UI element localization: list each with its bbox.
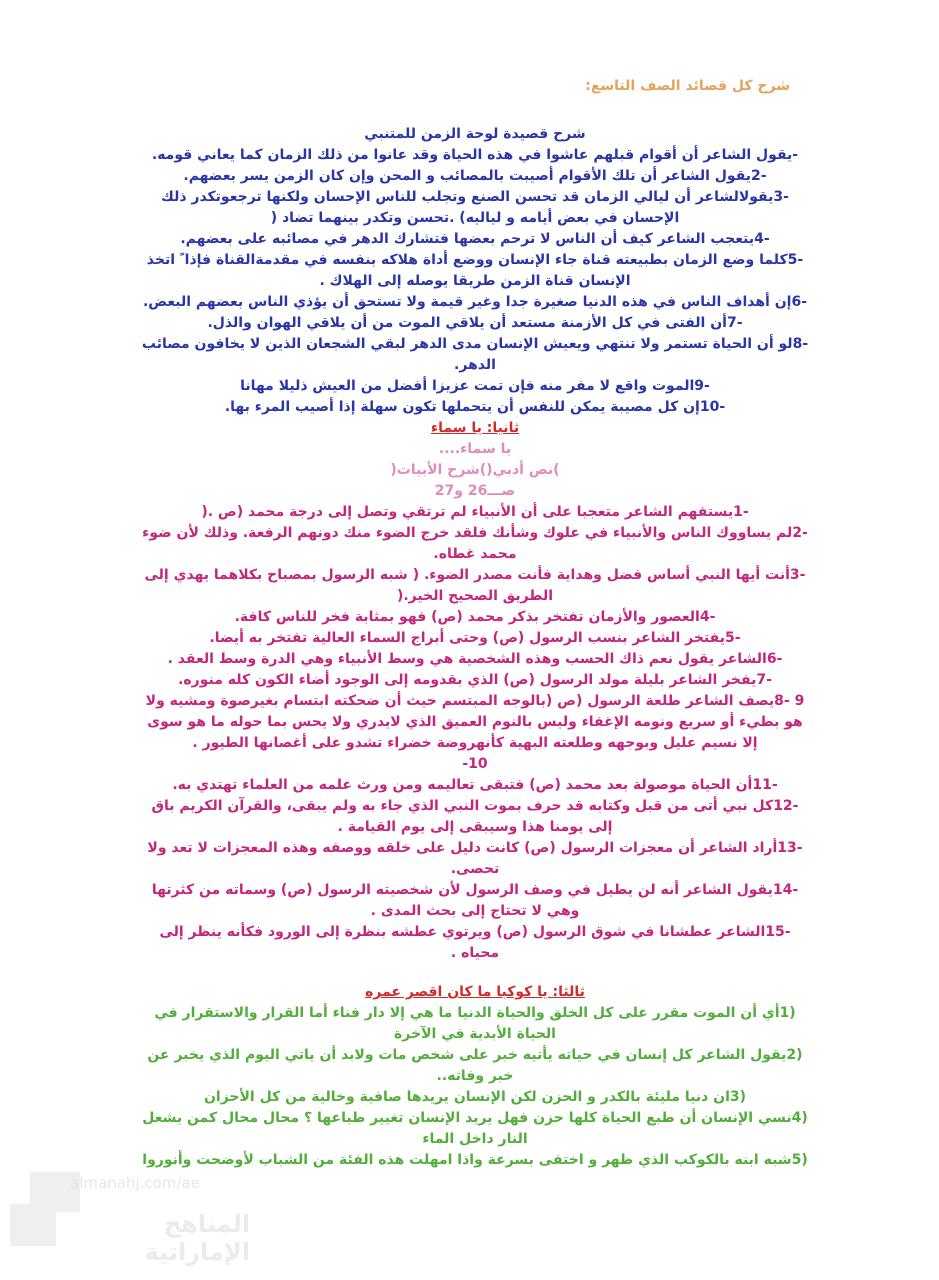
section3-line: (4نسي الإنسان أن طبع الحياة كلها حزن فهل يريد الإنسان تغيير طباعها ؟ محال محال كمن يشعل النار داخل الماء [142, 1110, 808, 1147]
section2-line: -6الشاعر يقول نعم ذاك الحسب وهذه الشخصية هي وسط الأنبياء وهي الدرة وسط العقد . [167, 651, 783, 667]
section2-line: -3أنت أيها النبي أساس فضل وهداية فأنت مصدر الضوء. ( شبه الرسول بمصباح بكلاهما يهدي إلى الطريق الصحيح الخير.( [144, 567, 806, 604]
section2-line: -7يفخر الشاعر بليلة مولد الرسول (ص) الذي بقدومه إلى الوجود أضاء الكون كله منوره. [178, 672, 772, 688]
section2-lines [140, 502, 810, 964]
section2-heading: ثانيا: يا سماء [430, 420, 520, 436]
section1-line: -6إن أهداف الناس في هذه الدنيا صغيرة جدا وغير قيمة ولا تستحق أن يؤذي الناس بعضهم البعض. [142, 294, 808, 310]
section2-line: -2لم يساووك الناس والأنبياء في علوك وشأنك فلقد خرج الضوء منك دونهم الرفعة. وذلك لأن ضوء محمد غطاه. [142, 525, 808, 562]
section2-line: 10- [462, 756, 488, 772]
section3-line: (5شبه ابنه بالكوكب الذي ظهر و اختفى بسرعة واذا امهلت هذه الفئة من الشباب لأوضحت وأنوروا [142, 1152, 808, 1168]
section1-line: -5كلما وضع الزمان بطبيعته قناة جاء الإنسان ووضع أداة هلاكه بنفسه في مقدمةالقناة فإذا ً اتخذ الإنسان قناة الزمن طريقا يوصله إلى الهلاك . [146, 252, 804, 289]
section2-line: -11أن الحياة موصولة بعد محمد (ص) فتبقى تعاليمه ومن ورث علمه من العلماء تهتدي به. [172, 777, 778, 793]
section2-line: -14يقول الشاعر أنه لن يطيل في وصف الرسول لأن شخصيته الرسول (ص) وسماته من كثرتها وهي لا تحتاج إلى بحث المدى . [151, 882, 799, 919]
section3-lines [140, 1003, 810, 1171]
section1-line: -2يقول الشاعر أن تلك الأقوام أصيبت بالمصائب و المحن وإن كان الزمن يسر بعضهم. [183, 168, 767, 184]
section3-line: (2يقول الشاعر كل إنسان في حياته يأتيه خبر على شخص مات ولابد أن ياتي اليوم الذي يخبر عن خبر وفاته.. [147, 1047, 803, 1084]
section2-pink-line: يا سماء.... [438, 441, 512, 457]
watermark-square-icon [10, 1204, 56, 1246]
section1-line: -4يتعجب الشاعر كيف أن الناس لا ترحم بعضها فتشارك الدهر في مصائبه على بعضهم. [180, 231, 770, 247]
section1-heading: شرح قصيدة لوحة الزمن للمتنبي [364, 126, 586, 142]
watermark-logo [10, 1170, 250, 1266]
section2-line: -4العصور والأزمان تفتخر بذكر محمد (ص) فهو بمثابة فخر للناس كافة. [234, 609, 716, 625]
watermark-label: المناهج الإماراتية [144, 1210, 250, 1266]
section2-pink-line: )نص أدبي()شرح الأبيات( [390, 462, 560, 478]
section2-line: -1يستفهم الشاعر متعجبا على أن الأنبياء لم ترتقي وتصل إلى درجة محمد (ص .( [201, 504, 749, 520]
section2-line: -12كل نبي أتى من قبل وكتابه قد حرف بموت النبي الذي جاء به ولم يبقى، والقرآن الكريم باق إلى يومنا هذا وسيبقى إلى يوم القيامة . [151, 798, 799, 835]
section2-line: -13أراد الشاعر أن معجزات الرسول (ص) كانت دليل على خلقه ووصفه وهذه المعجزات لا تعد ولا تحصى. [147, 840, 803, 877]
section3-heading: ثالثا: يا كوكبا ما كان اقصر عمره [365, 984, 585, 1000]
section1-line: -8لو أن الحياة تستمر ولا تنتهي ويعيش الإنسان مدى الدهر لبقي الشجعان الذين لا يخافون مصائب الدهر. [141, 336, 809, 373]
section1-lines [140, 145, 810, 418]
section2-page-ref: صـــ26 و27 [434, 483, 516, 499]
section2-line: -15الشاعر عطشانا في شوق الرسول (ص) ويرتوي عطشه بنظرة إلى الورود فكأنه ينظر إلى محياه . [159, 924, 791, 961]
section1-line: -10إن كل مصيبة يمكن للنفس أن يتحملها تكون سهلة إذا أصيب المرء بها. [224, 399, 726, 415]
document-body [140, 78, 810, 1171]
page-title: شرح كل قصائد الصف التاسع: [585, 78, 790, 94]
section2-line: 9 -8يصف الشاعر طلعة الرسول (ص (بالوجه المبتسم حيث أن ضحكته ابتسام بغيرصوة ومشيه ولا هو بطيء أو سريع ونومه الإغفاء وليس بالنوم العميق الذي لايدري ولا يحس بما حوله ما هو سوى إلا نسيم عليل وبوجهه وطلعته البهية كأنهروضة خضراء تشدو على أغصانها الطيور . [145, 693, 805, 751]
section1-line: -3يقولالشاعر أن ليالي الزمان قد تحسن الصنع وتجلب للناس الإحسان ولكنها ترجعوتكدر ذلك الإحسان في بعض أيامه و لياليه) .تحسن وتكدر بينهما تضاد ( [161, 189, 789, 226]
section3-line: (1أي أن الموت مقرر على كل الخلق والحياة الدنيا ما هي إلا دار فناء أما القرار والاستقرار في الحياة الأبدية في الآخرة [154, 1005, 796, 1042]
section1-line: -7أن الفتى في كل الأزمنة مستعد أن يلاقي الموت من أن يلاقي الهوان والذل. [207, 315, 743, 331]
section3-line: (3ان دنيا مليئة بالكدر و الحزن لكن الإنسان يريدها صافية وخالية من كل الأحزان [203, 1089, 747, 1105]
watermark-url: almanahj.com/ae [70, 1174, 200, 1192]
section1-line: -9الموت واقع لا مفر منه فإن تمت عزيزا أفضل من العيش ذليلا مهانا [240, 378, 710, 394]
section1-line: -يقول الشاعر أن أقوام قبلهم عاشوا في هذه الحياة وقد عانوا من ذلك الزمان كما يعاني قومه. [151, 147, 799, 163]
section2-line: -5يفتخر الشاعر بنسب الرسول (ص) وحتى أبراج السماء العالية تفتخر به أيضا. [209, 630, 741, 646]
